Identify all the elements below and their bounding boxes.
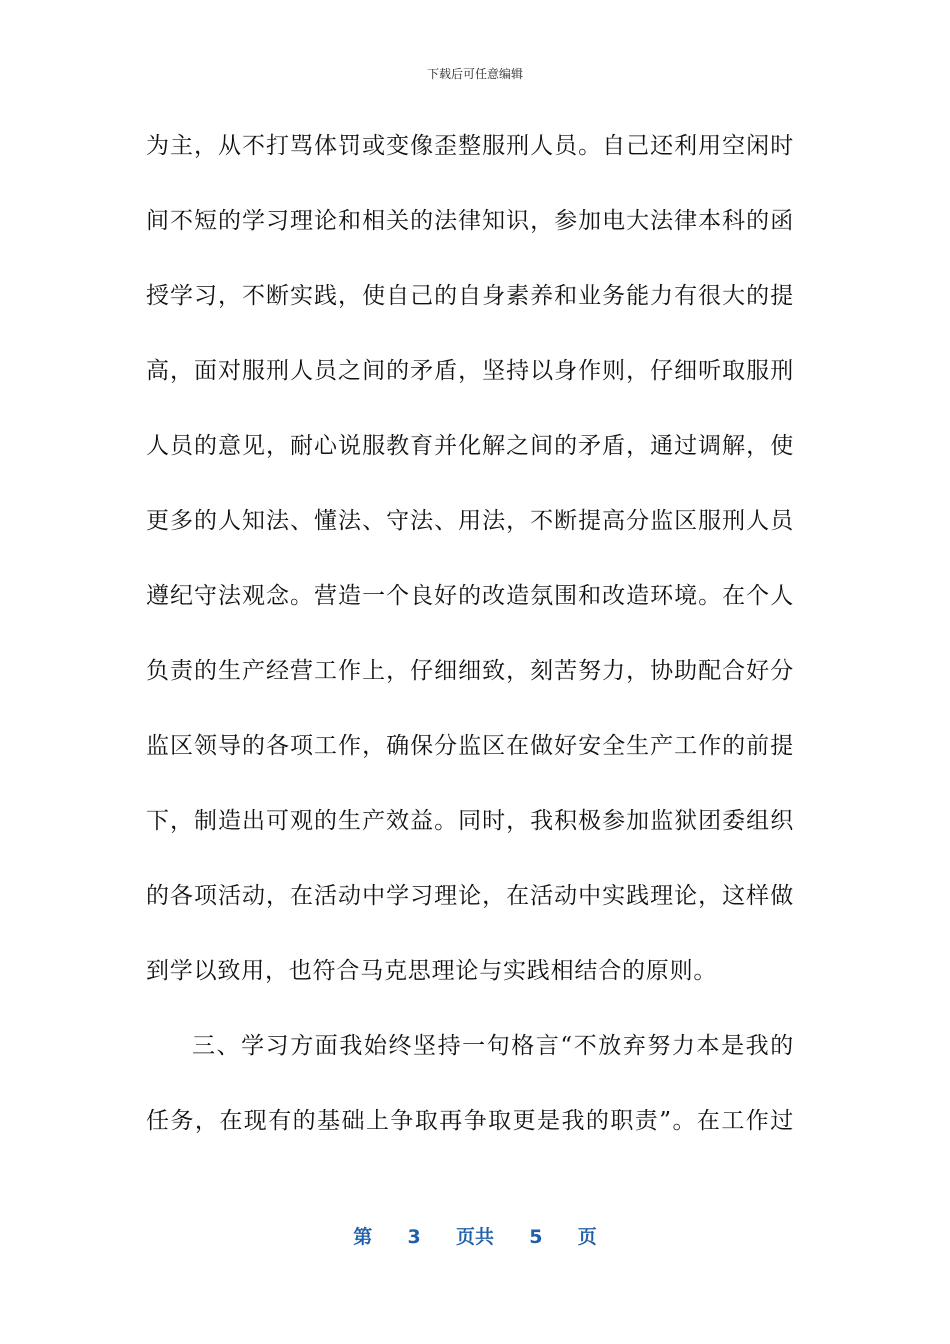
footer-prefix: 第 <box>353 1226 373 1248</box>
paragraph-line-3: 授学习，不断实践，使自己的自身素养和业务能力有很大的提 <box>146 283 794 309</box>
paragraph-line-5: 人员的意见，耐心说服教育并化解之间的矛盾，通过调解，使 <box>146 433 794 459</box>
paragraph-line-10: 下，制造出可观的生产效益。同时，我积极参加监狱团委组织 <box>146 808 794 834</box>
document-body <box>146 124 794 1174</box>
total-pages-number: 5 <box>529 1226 543 1248</box>
paragraph-line-14: 任务，在现有的基础上争取再争取更是我的职责”。在工作过 <box>146 1108 794 1134</box>
footer-middle: 页共 <box>455 1226 494 1248</box>
paragraph-line-11: 的各项活动，在活动中学习理论，在活动中实践理论，这样做 <box>146 883 794 909</box>
page-footer <box>0 1224 950 1250</box>
paragraph-line-6: 更多的人知法、懂法、守法、用法，不断提高分监区服刑人员 <box>146 508 794 534</box>
page-header: 下载后可任意编辑 <box>426 67 523 81</box>
paragraph-line-9: 监区领导的各项工作，确保分监区在做好安全生产工作的前提 <box>146 733 794 759</box>
paragraph-line-1: 为主，从不打骂体罚或变像歪整服刑人员。自己还利用空闲时 <box>146 133 794 159</box>
footer-suffix: 页 <box>577 1226 597 1248</box>
paragraph-line-13: 三、学习方面我始终坚持一句格言“不放弃努力本是我的 <box>192 1033 794 1059</box>
paragraph-line-2: 间不短的学习理论和相关的法律知识，参加电大法律本科的函 <box>146 208 794 234</box>
paragraph-line-4: 高，面对服刑人员之间的矛盾，坚持以身作则，仔细听取服刑 <box>146 358 794 384</box>
paragraph-line-12: 到学以致用，也符合马克思理论与实践相结合的原则。 <box>146 958 718 984</box>
current-page-number: 3 <box>407 1226 421 1248</box>
paragraph-line-7: 遵纪守法观念。营造一个良好的改造氛围和改造环境。在个人 <box>146 583 794 609</box>
paragraph-line-8: 负责的生产经营工作上，仔细细致，刻苦努力，协助配合好分 <box>146 658 794 684</box>
